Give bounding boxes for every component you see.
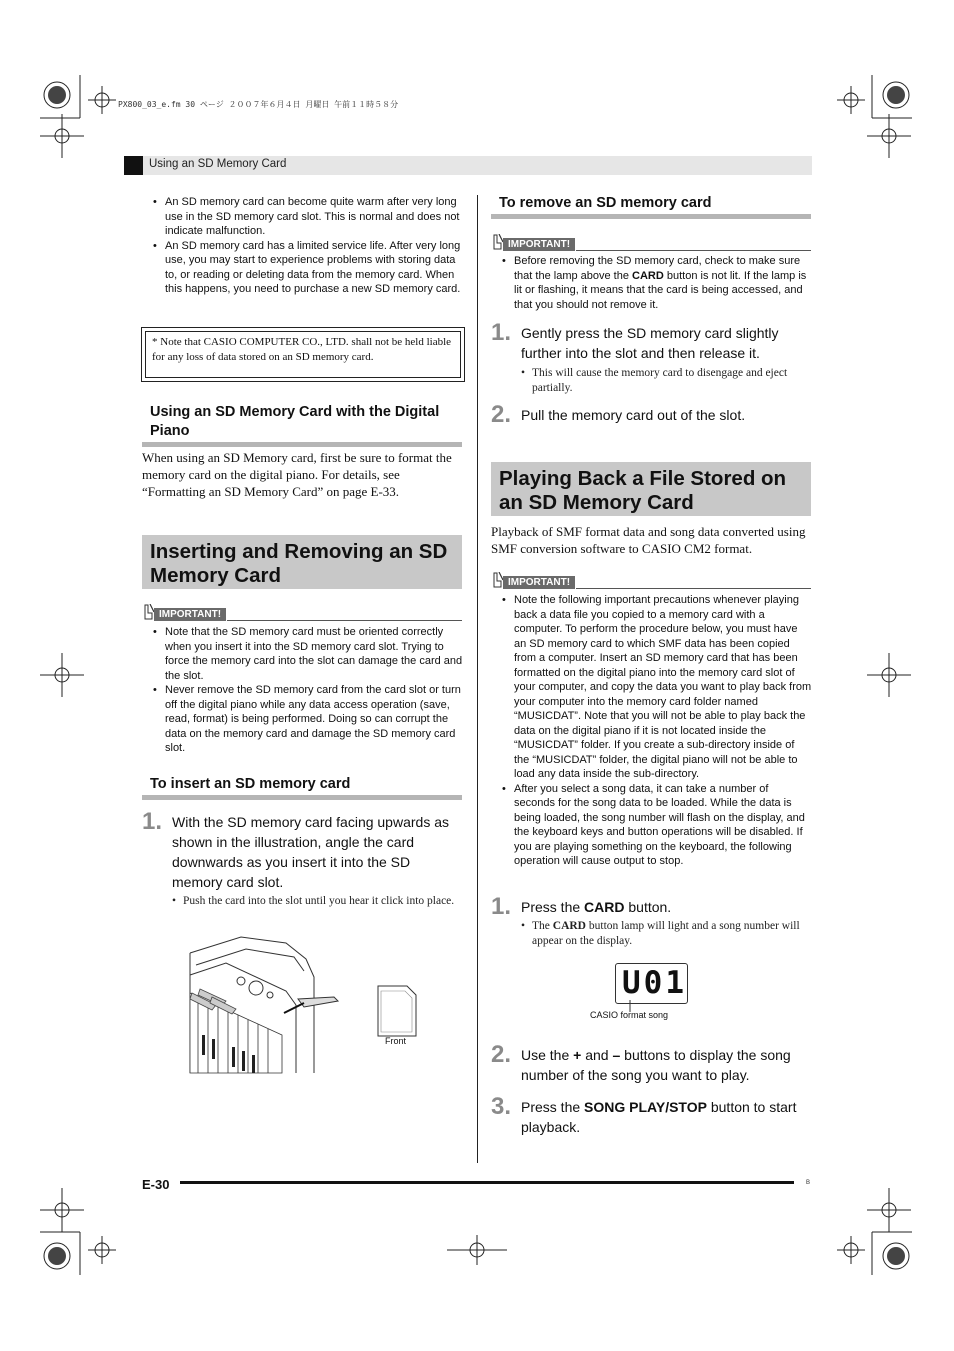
step-number: 1. — [491, 893, 512, 920]
list-item: • After you select a song data, it can take a number of seconds for the song data to be loaded. While the data is being loaded, the song number will flash on the display, and the keyboard keys and button operations will be disabled. If you are playing something on the keyboard, the following operation will cause output to stop. — [502, 782, 812, 869]
list-item: • An SD memory card has a limited service life. After very long use, you may start to experience problems with storing data to, or reading or deleting data from the memory card. When this happens, you need to purchase a new SD memory card. — [153, 239, 463, 297]
step-number: 1. — [142, 808, 163, 835]
section-title: Playing Back a File Stored on an SD Memory Card — [499, 467, 787, 514]
step-subnote: • The CARD button lamp will light and a song number will appear on the display. — [521, 919, 811, 948]
step-subnote: • This will cause the memory card to disengage and eject partially. — [521, 366, 811, 395]
step-text: Use the + and – buttons to display the song number of the song you want to play. — [521, 1047, 791, 1083]
sd-card-front-icon — [377, 985, 417, 1037]
lcd-digits: U01 — [622, 965, 687, 1001]
step-text: Press the SONG PLAY/STOP button to start playback. — [521, 1099, 797, 1135]
list-item: • Note the following important precautions whenever playing back a data file you copied to a memory card with a computer. To perform the procedure below, you must have an SD memory card to which SMF data has been copied from a computer. Insert an SD memory card that has been formatted on the digital piano into the memory card slot of your computer, and copy the data you want to play back from your computer into the memory card folder named “MUSICDAT”. Note that you will not be able to play back the data on the digital piano if it is not located inside the “MUSICDAT” folder. If you create a sub-directory inside of the “MUSICDAT” folder, the digital piano will not be able to load any data inside the sub-directory. — [502, 593, 812, 782]
subhead-using-sd: Using an SD Memory Card with the Digital Piano — [150, 404, 440, 439]
crosshair-registration-icon — [40, 653, 84, 697]
important-callout — [142, 604, 462, 622]
crosshair-registration-icon — [837, 86, 865, 114]
list-item: • Never remove the SD memory card from the card slot or turn off the digital piano while any data access operation (save, read, format) is being performed. Doing so can corrupt the data on the memory card and damage the SD memory card slot. — [153, 683, 463, 756]
using-paragraph: When using an SD Memory card, first be sure to format the memory card on the digital piano. For details, see “Formatting an SD Memory Card” on page E-33. — [142, 450, 452, 499]
file-header: PX800_03_e.fm 30 ページ ２００７年６月４日 月曜日 午前１１時５８分 — [118, 100, 399, 109]
important-callout — [491, 572, 811, 590]
step-subnote: • Push the card into the slot until you hear it click into place. — [172, 894, 462, 909]
list-item: • Before removing the SD memory card, check to make sure that the lamp above the CARD button is not lit. If the lamp is lit or flashing, it means that the card is being accessed, and that you should not remove it. — [502, 254, 812, 312]
running-header — [124, 156, 812, 175]
crosshair-registration-icon — [837, 1236, 865, 1264]
crosshair-registration-icon — [40, 114, 84, 158]
liability-note — [141, 327, 465, 382]
song-number-display — [615, 963, 688, 1004]
subhead-remove: To remove an SD memory card — [499, 195, 712, 211]
remove-step-1 — [491, 319, 813, 398]
step-number: 2. — [491, 1041, 512, 1068]
footer-mark: B — [806, 1180, 811, 1186]
section-inserting-removing — [142, 535, 462, 589]
important-badge: IMPORTANT! — [503, 238, 575, 251]
crosshair-registration-icon — [447, 1235, 507, 1265]
subhead-rule — [142, 442, 462, 447]
subhead-rule — [491, 214, 811, 219]
playback-paragraph: Playback of SMF format data and song data converted using SMF conversion software to CASIO CM2 format. — [491, 524, 806, 556]
step-text: Pull the memory card out of the slot. — [521, 407, 746, 423]
play-step-1 — [491, 893, 813, 952]
step-text: With the SD memory card facing upwards as shown in the illustration, angle the card downwards as you insert it into the SD memory card slot. — [172, 814, 449, 890]
play-step-2 — [491, 1041, 813, 1089]
header-block — [124, 156, 143, 175]
important-bullets — [153, 625, 463, 756]
column-divider — [477, 195, 478, 1163]
footer-rule — [180, 1181, 794, 1184]
crosshair-registration-icon — [867, 653, 911, 697]
display-label: CASIO format song — [590, 1010, 669, 1020]
crosshair-registration-icon — [40, 1188, 84, 1232]
insert-step-1 — [142, 808, 467, 922]
step-text: Press the CARD button. — [521, 899, 672, 915]
important-badge: IMPORTANT! — [154, 608, 226, 621]
crosshair-registration-icon — [88, 86, 116, 114]
subhead-insert: To insert an SD memory card — [150, 776, 351, 792]
step-text: Gently press the SD memory card slightly further into the slot and then release it. — [521, 325, 779, 361]
crosshair-registration-icon — [867, 114, 911, 158]
liability-note-text: * Note that CASIO COMPUTER CO., LTD. shall not be held liable for any loss of data stored on an SD memory card. — [152, 336, 452, 363]
step-number: 3. — [491, 1093, 512, 1120]
important-badge: IMPORTANT! — [503, 576, 575, 589]
piano-card-slot-illustration — [186, 935, 346, 1075]
step-number: 1. — [491, 319, 512, 346]
crosshair-registration-icon — [88, 1236, 116, 1264]
remove-important-bullets — [502, 254, 812, 312]
list-item: • Note that the SD memory card must be oriented correctly when you insert it into the SD memory card slot. Trying to force the memory card into the slot can damage the card and the slot. — [153, 625, 463, 683]
step-number: 2. — [491, 401, 512, 428]
list-item: • An SD memory card can become quite warm after very long use in the SD memory card slot. This is normal and does not indicate malfunction. — [153, 195, 463, 239]
important-callout — [491, 234, 811, 252]
top-bullets — [153, 195, 463, 297]
front-label: Front — [385, 1036, 407, 1046]
page-number: E-30 — [142, 1177, 170, 1192]
subhead-rule — [142, 795, 462, 800]
play-step-3 — [491, 1093, 813, 1141]
section-playing-back — [491, 462, 811, 516]
playback-important-bullets — [502, 593, 812, 869]
running-header-title: Using an SD Memory Card — [149, 158, 287, 170]
remove-step-2 — [491, 401, 813, 429]
crosshair-registration-icon — [867, 1188, 911, 1232]
section-title: Inserting and Removing an SD Memory Card — [150, 540, 448, 587]
